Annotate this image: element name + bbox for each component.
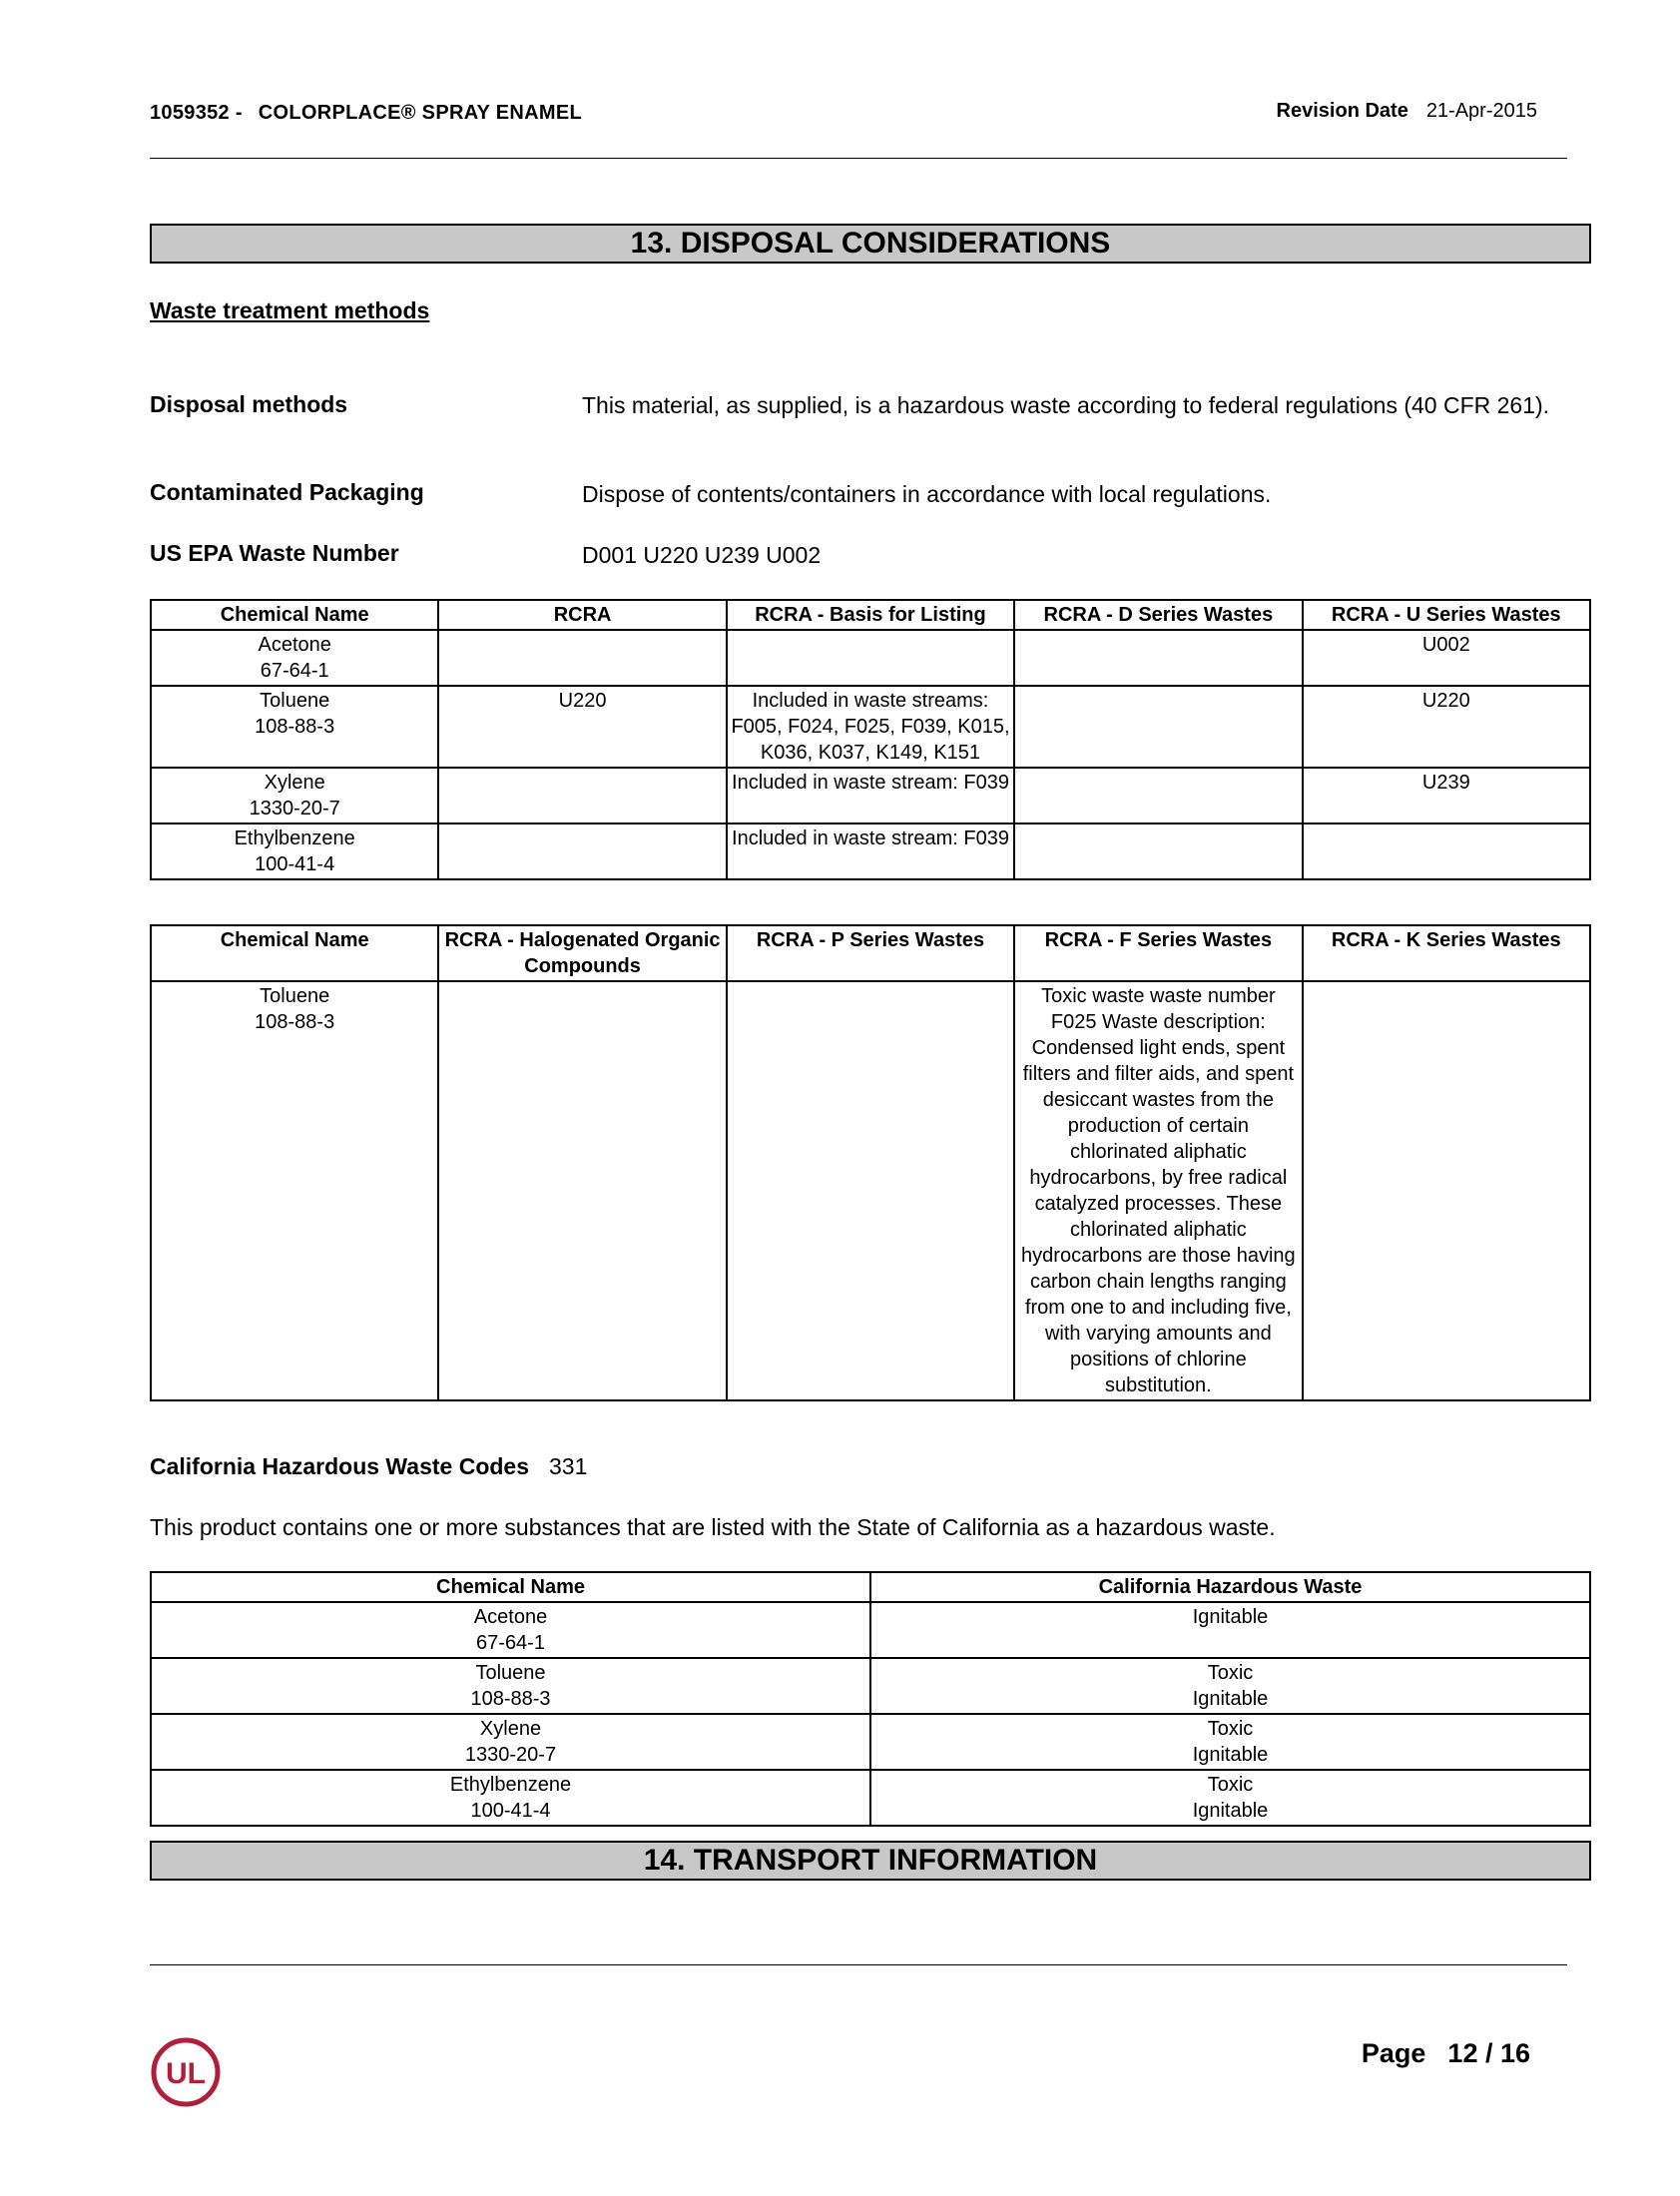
- revision-date: 21-Apr-2015: [1425, 100, 1537, 122]
- chemical-cell: [151, 981, 438, 1400]
- table-row: [151, 630, 1590, 686]
- col-chemical-name: Chemical Name: [151, 600, 438, 630]
- basis-cell: Included in waste streams: F005, F024, F025, F039, K015, K036, K037, K149, K151: [727, 686, 1014, 768]
- hazard-cell: Ignitable: [870, 1602, 1590, 1658]
- chemical-name: Toluene: [260, 690, 330, 712]
- svg-text:UL: UL: [166, 2057, 206, 2090]
- chemical-cell: [151, 1602, 870, 1658]
- u-series-cell: U239: [1303, 768, 1590, 824]
- rcra-table-2: [150, 924, 1591, 1401]
- california-codes-value: 331: [549, 1453, 588, 1479]
- chemical-name: Ethylbenzene: [449, 1774, 572, 1796]
- disposal-methods-label: Disposal methods: [150, 391, 348, 417]
- epa-waste-number-label: US EPA Waste Number: [150, 540, 399, 566]
- section-14-title: 14. TRANSPORT INFORMATION: [150, 1841, 1591, 1881]
- waste-treatment-heading: Waste treatment methods: [150, 297, 430, 323]
- chemical-cell: [151, 1770, 870, 1826]
- chemical-name: Toluene: [260, 985, 330, 1007]
- table-row: [151, 1714, 1590, 1770]
- table-row: [151, 686, 1590, 768]
- k-series-cell: [1303, 981, 1590, 1400]
- col-halogenated: RCRA - Halogenated Organic Compounds: [438, 925, 726, 981]
- product-code: 1059352 -: [150, 102, 243, 124]
- cas-number: 108-88-3: [470, 1688, 551, 1710]
- chemical-cell: [151, 686, 438, 768]
- u-series-cell: U002: [1303, 630, 1590, 686]
- chemical-name: Xylene: [264, 772, 325, 794]
- product-name: COLORPLACE® SPRAY ENAMEL: [258, 102, 582, 124]
- hazard-cell: Toxic Ignitable: [870, 1770, 1590, 1826]
- col-chemical-name: Chemical Name: [151, 925, 438, 981]
- chemical-name: Xylene: [479, 1718, 542, 1740]
- ul-logo-icon: [150, 2036, 222, 2108]
- col-california-hazardous-waste: California Hazardous Waste: [870, 1572, 1590, 1602]
- california-table: [150, 1571, 1591, 1827]
- halogenated-cell: [438, 981, 726, 1400]
- cas-number: 67-64-1: [260, 660, 329, 682]
- col-u-series: RCRA - U Series Wastes: [1303, 600, 1590, 630]
- u-series-cell: U220: [1303, 686, 1590, 768]
- col-p-series: RCRA - P Series Wastes: [727, 925, 1014, 981]
- table-row: [151, 981, 1590, 1400]
- p-series-cell: [727, 981, 1014, 1400]
- chemical-name: Ethylbenzene: [234, 827, 355, 849]
- rcra-cell: [438, 630, 726, 686]
- page-label: Page: [1361, 2038, 1426, 2068]
- california-codes-label: California Hazardous Waste Codes: [150, 1453, 530, 1479]
- rcra-cell: U220: [438, 686, 726, 768]
- revision-label: Revision Date: [1276, 100, 1408, 122]
- table-row: [151, 1770, 1590, 1826]
- epa-waste-number-value: D001 U220 U239 U002: [582, 542, 822, 568]
- col-basis-for-listing: RCRA - Basis for Listing: [727, 600, 1014, 630]
- cas-number: 1330-20-7: [249, 798, 340, 820]
- col-chemical-name: Chemical Name: [151, 1572, 870, 1602]
- cas-number: 67-64-1: [476, 1632, 545, 1654]
- table-header-row: [151, 925, 1590, 981]
- chemical-cell: [151, 768, 438, 824]
- chemical-cell: [151, 824, 438, 879]
- hazard-cell: Toxic Ignitable: [870, 1658, 1590, 1714]
- page-number: [1362, 2038, 1530, 2069]
- page-value: 12 / 16: [1447, 2038, 1530, 2068]
- rcra-cell: [438, 824, 726, 879]
- col-f-series: RCRA - F Series Wastes: [1014, 925, 1302, 981]
- cas-number: 1330-20-7: [464, 1744, 557, 1766]
- d-series-cell: [1014, 630, 1302, 686]
- d-series-cell: [1014, 686, 1302, 768]
- contaminated-packaging-value: Dispose of contents/containers in accordance with local regulations.: [582, 481, 1272, 507]
- header-rule: [150, 158, 1567, 159]
- basis-cell: Included in waste stream: F039: [727, 768, 1014, 824]
- chemical-cell: [151, 1658, 870, 1714]
- section-13-title: 13. DISPOSAL CONSIDERATIONS: [150, 224, 1591, 264]
- table-row: [151, 1602, 1590, 1658]
- california-note: This product contains one or more substances that are listed with the State of California as a hazardous waste.: [150, 1514, 1276, 1540]
- col-d-series: RCRA - D Series Wastes: [1014, 600, 1302, 630]
- col-k-series: RCRA - K Series Wastes: [1303, 925, 1590, 981]
- d-series-cell: [1014, 824, 1302, 879]
- table-header-row: [151, 600, 1590, 630]
- hazard-cell: Toxic Ignitable: [870, 1714, 1590, 1770]
- contaminated-packaging-label: Contaminated Packaging: [150, 479, 424, 505]
- table-row: [151, 1658, 1590, 1714]
- cas-number: 100-41-4: [255, 853, 335, 875]
- chemical-name: Acetone: [473, 1606, 548, 1628]
- cas-number: 100-41-4: [470, 1800, 551, 1822]
- col-rcra: RCRA: [438, 600, 726, 630]
- u-series-cell: [1303, 824, 1590, 879]
- header-product: [150, 102, 582, 125]
- rcra-cell: [438, 768, 726, 824]
- f-series-cell: Toxic waste waste number F025 Waste description: Condensed light ends, spent filters and filter aids, and spent desiccant wastes from the production of certain chlorinated aliphatic hydrocarbons, by free radical catalyzed processes. These chlorinated aliphatic hydrocarbons are those having carbon chain lengths ranging from one to and including five, with varying amounts and positions of chlorine substitution.: [1014, 981, 1302, 1400]
- cas-number: 108-88-3: [255, 1011, 335, 1033]
- basis-cell: Included in waste stream: F039: [727, 824, 1014, 879]
- header-revision: [1277, 100, 1537, 123]
- basis-cell: [727, 630, 1014, 686]
- d-series-cell: [1014, 768, 1302, 824]
- chemical-cell: [151, 1714, 870, 1770]
- california-codes: [150, 1453, 587, 1480]
- cas-number: 108-88-3: [255, 716, 335, 738]
- rcra-table-1: [150, 599, 1591, 880]
- chemical-cell: [151, 630, 438, 686]
- table-row: [151, 768, 1590, 824]
- chemical-name: Toluene: [475, 1662, 546, 1684]
- disposal-methods-value: This material, as supplied, is a hazardous waste according to federal regulations (40 CFR 261).: [582, 392, 1550, 418]
- footer-rule: [150, 1964, 1567, 1965]
- table-header-row: [151, 1572, 1590, 1602]
- chemical-name: Acetone: [258, 634, 331, 656]
- table-row: [151, 824, 1590, 879]
